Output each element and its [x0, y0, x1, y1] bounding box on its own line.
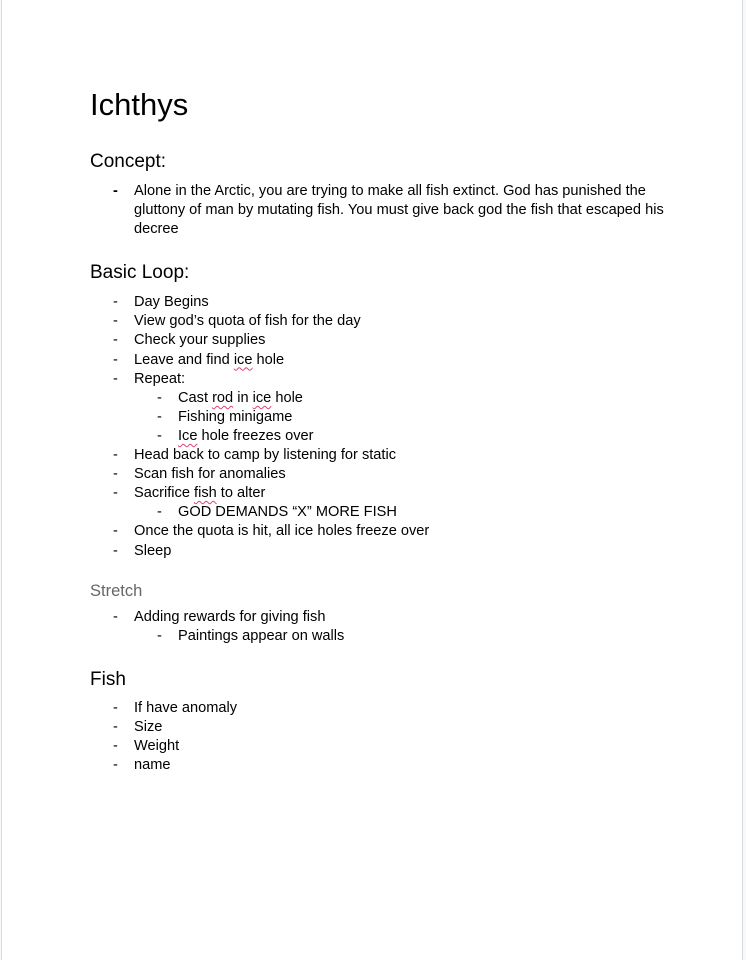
text-run: hole freezes over — [197, 427, 314, 444]
list-item: - GOD DEMANDS “X” MORE FISH — [90, 503, 670, 522]
document-page — [1, 0, 743, 960]
list-item: - Weight — [90, 737, 670, 756]
list-item: - Size — [90, 718, 670, 737]
list-item: - Fishing minigame — [90, 408, 670, 427]
text-run: hole — [252, 351, 285, 368]
list-item: - name — [90, 756, 670, 775]
document-body — [90, 86, 670, 775]
list-item: - Day Begins — [90, 293, 670, 312]
text-run: hole — [271, 389, 303, 406]
text-run: in — [233, 389, 253, 406]
document-title: Ichthys — [90, 87, 189, 122]
text-run: Cast — [178, 389, 213, 406]
spellcheck-word[interactable]: rod — [212, 389, 234, 406]
list-item — [90, 427, 670, 446]
list-item: - If have anomaly — [90, 699, 670, 718]
list-item: - Check your supplies — [90, 331, 670, 350]
list-item: - Repeat: — [90, 370, 670, 389]
spellcheck-word[interactable]: fish — [194, 485, 217, 502]
concept-text: - Alone in the Arctic, you are trying to make all fish extinct. God has punished the gluttony of man by mutating fish. You must give back god the fish that escaped his decree — [90, 182, 670, 239]
list-item: - Sleep — [90, 542, 670, 561]
list-item: - Scan fish for anomalies — [90, 465, 670, 484]
list-item — [90, 389, 670, 408]
text-run: Leave and find — [134, 351, 234, 368]
concept-heading: Concept: — [90, 151, 167, 172]
list-item — [90, 351, 670, 370]
list-item: - View god’s quota of fish for the day — [90, 312, 670, 331]
list-item: - Adding rewards for giving fish — [90, 608, 670, 627]
list-item — [90, 484, 670, 503]
basic-loop-heading: Basic Loop: — [90, 262, 190, 284]
stretch-list — [90, 608, 670, 646]
fish-list — [90, 699, 670, 775]
concept-list — [90, 182, 670, 239]
list-item: - Paintings appear on walls — [90, 627, 670, 646]
basic-loop-list — [90, 293, 670, 560]
text-run: Sacrifice — [134, 485, 195, 502]
fish-heading: Fish — [90, 668, 126, 690]
list-item: - Once the quota is hit, all ice holes freeze over — [90, 522, 670, 541]
text-run: to alter — [216, 485, 266, 502]
list-item: - Head back to camp by listening for static — [90, 446, 670, 465]
spellcheck-word[interactable]: ice — [233, 351, 253, 368]
spellcheck-word[interactable]: ice — [252, 389, 272, 406]
stretch-heading: Stretch — [90, 581, 143, 600]
spellcheck-word[interactable]: Ice — [178, 427, 198, 444]
